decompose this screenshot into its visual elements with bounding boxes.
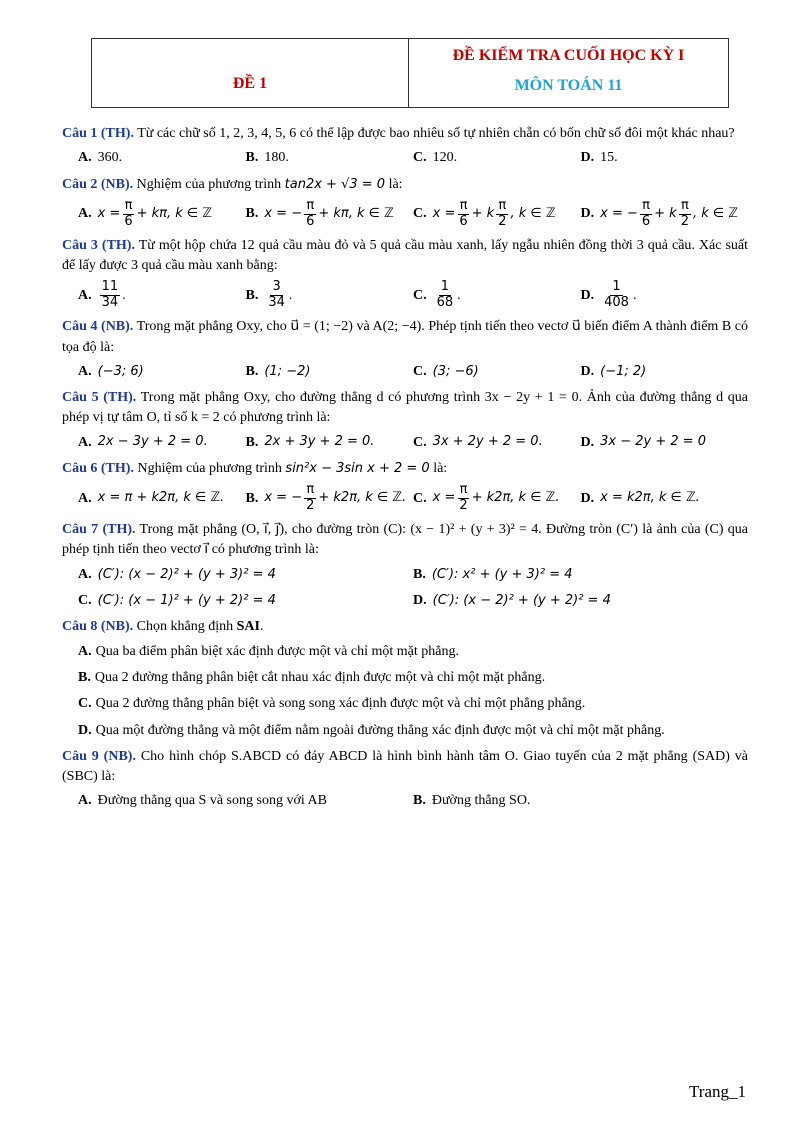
option-label: A. (78, 566, 92, 582)
option-label: B. (245, 434, 259, 450)
option-value: 15. (600, 150, 618, 166)
question-text: Từ một hộp chứa 12 quả cầu màu đỏ và 5 quả cầu màu xanh, lấy ngẫu nhiên đồng thời 3 quả cầu. Xác suất để lấy được 3 quả cầu màu xanh bằng: (62, 237, 749, 274)
option-pre: x = − (264, 490, 303, 506)
option-post: + k2π, k ∈ ℤ. (471, 490, 560, 506)
option-value: (−1; 2) (600, 363, 647, 379)
option-fraction (266, 280, 287, 311)
question-tail: là: (433, 461, 448, 477)
question-head: Câu 7 (TH). (62, 522, 136, 538)
question-text: Nghiệm của phương trình (137, 461, 282, 477)
question-text: Cho hình chóp S.ABCD có đáy ABCD là hình bình hành tâm O. Giao tuyến của 2 mặt phẳng (SAD) và (SBC) là: (62, 748, 749, 785)
question-text: Nghiệm của phương trình (136, 176, 282, 192)
question-head: Câu 4 (NB). (62, 319, 134, 335)
options (78, 280, 748, 311)
option-c[interactable]: C. $\frac{1}{68}$ . (413, 279, 461, 311)
option-value: Đường thẳng qua S và song song với AB (97, 793, 327, 809)
fraction-num: π (642, 197, 650, 213)
option-fraction-2 (496, 199, 508, 230)
options (78, 483, 748, 514)
question-text: Chọn khẳng định (136, 619, 234, 635)
fraction-den: 6 (459, 213, 468, 229)
statement-d[interactable] (78, 721, 748, 741)
question-9 (62, 747, 748, 812)
option-post: + k2π, k ∈ ℤ. (318, 490, 407, 506)
option-value: (C′): x² + (y + 3)² = 4 (431, 566, 573, 582)
fraction-num: π (124, 197, 133, 213)
page-number: Trang_1 (689, 1082, 746, 1101)
option-pre: x = (432, 490, 456, 506)
question-7 (62, 520, 748, 611)
options (78, 148, 748, 168)
question-head: Câu 3 (TH). (62, 237, 135, 253)
fraction-den: 6 (641, 213, 651, 229)
option-c[interactable] (78, 591, 413, 611)
question-text: Từ các chữ số 1, 2, 3, 4, 5, 6 có thể lập được bao nhiêu số tự nhiên chẵn có bốn chữ số đôi một khác nhau? (137, 126, 735, 141)
option-label: C. (78, 593, 92, 609)
option-post: , k ∈ ℤ (693, 205, 739, 221)
option-pre: x = (97, 205, 121, 221)
fraction-num: 3 (272, 279, 281, 295)
option-label: A. (78, 490, 92, 506)
question-text: Trong mặt phẳng Oxy, cho u⃗ = (1; −2) và A(2; −4). Phép tịnh tiến theo vectơ u⃗ biến điểm A thành điểm B có tọa độ là: (62, 319, 748, 355)
statement-b[interactable] (78, 668, 748, 688)
option-label: D. (580, 434, 595, 450)
option-label: D. (580, 363, 595, 379)
option-label: D. (580, 490, 595, 506)
option-c[interactable] (413, 199, 581, 230)
statement-text: Qua một đường thẳng và một điểm nằm ngoài đường thẳng xác định được một và chỉ một mặt phẳng. (95, 722, 665, 738)
option-b[interactable] (246, 199, 414, 230)
header-left-cell (92, 39, 409, 107)
question-head: Câu 5 (TH). (62, 390, 137, 406)
option-label: A. (78, 287, 92, 303)
statement-c[interactable] (78, 694, 748, 714)
option-d[interactable] (413, 591, 748, 611)
question-text-bold: SAI (236, 619, 260, 635)
option-fraction (304, 199, 316, 230)
option-label: D. (580, 206, 595, 222)
options (78, 565, 748, 585)
option-post: , k ∈ ℤ (510, 205, 556, 221)
option-label: D. (580, 150, 595, 166)
question-head: Câu 8 (NB). (62, 619, 134, 635)
question-tail: là: (388, 176, 403, 192)
fraction-den: 408 (604, 295, 629, 311)
option-label: B. (413, 793, 426, 809)
fraction-den: 68 (436, 295, 454, 311)
option-value: 180. (264, 150, 289, 166)
option-label: B. (413, 566, 426, 582)
option-a[interactable] (78, 362, 246, 382)
option-b[interactable] (246, 148, 414, 168)
exam-code: ĐỀ 1 (232, 74, 268, 92)
option-label: B. (245, 363, 259, 379)
option-label: D. (580, 287, 595, 303)
options (78, 433, 748, 453)
option-label: A. (78, 434, 92, 450)
option-c[interactable] (413, 148, 581, 168)
fraction-den: 34 (268, 295, 285, 311)
option-a[interactable] (78, 148, 246, 168)
question-equation: sin²x − 3sin x + 2 = 0 (285, 461, 430, 477)
option-a[interactable] (78, 199, 246, 230)
option-value: 120. (432, 150, 458, 166)
fraction-num: π (459, 197, 468, 213)
option-label: C. (413, 490, 427, 506)
option-pre: x = − (600, 205, 638, 221)
question-equation: tan2x + √3 = 0 (284, 176, 386, 192)
fraction-num: 11 (101, 279, 119, 295)
option-fraction (435, 280, 456, 311)
option-label: A. (78, 150, 92, 166)
option-label: B. (245, 287, 259, 303)
statement-a[interactable] (78, 642, 748, 662)
option-a[interactable] (78, 791, 413, 811)
fraction-num: π (498, 197, 507, 213)
fraction-den: 6 (306, 213, 315, 229)
option-b[interactable] (413, 565, 748, 585)
question-8 (62, 617, 748, 740)
option-b[interactable] (246, 362, 414, 382)
option-c[interactable] (413, 433, 581, 453)
option-label: C. (413, 206, 427, 222)
statement-text: Qua 2 đường thẳng phân biệt và song song xác định được một và chỉ một phẳng phẳng. (95, 696, 586, 712)
option-a[interactable] (78, 565, 413, 585)
option-a[interactable] (78, 483, 246, 514)
options (78, 362, 748, 382)
question-head: Câu 9 (NB). (62, 748, 136, 764)
statement-label: D. (78, 722, 92, 738)
question-6 (62, 459, 748, 514)
option-fraction (457, 199, 469, 230)
statement-label: A. (78, 643, 92, 659)
fraction-num: 1 (612, 279, 621, 295)
option-value: 360. (97, 150, 123, 166)
question-5 (62, 388, 748, 453)
option-fraction (100, 280, 121, 311)
fraction-den: 2 (680, 213, 689, 229)
fraction-den: 2 (306, 498, 315, 514)
options (78, 591, 748, 611)
option-a[interactable] (78, 433, 246, 453)
exam-header-table (91, 38, 729, 108)
option-value: (C′): (x − 2)² + (y + 2)² = 4 (432, 592, 611, 608)
option-post: + kπ, k ∈ ℤ (136, 205, 213, 221)
fraction-num: 1 (440, 279, 450, 295)
option-fraction (457, 483, 469, 514)
exam-title: ĐỀ KIỂM TRA CUỐI HỌC KỲ I (452, 47, 685, 65)
statement-text: Qua 2 đường thẳng phân biệt cắt nhau xác định được một và chỉ một mặt phẳng. (94, 669, 546, 685)
option-pre: x = (432, 205, 456, 221)
option-pre: x = π + k2π, k ∈ ℤ. (97, 490, 225, 506)
option-c[interactable] (413, 483, 581, 514)
option-b[interactable] (246, 483, 414, 514)
option-value: Đường thẳng SO. (431, 793, 531, 809)
fraction-den: 6 (124, 213, 133, 229)
option-value: (3; −6) (432, 363, 479, 379)
option-a[interactable]: A. $\frac{11}{34}$ . (78, 279, 126, 311)
option-value: 3x − 2y + 2 = 0 (600, 434, 707, 450)
fraction-den: 34 (101, 295, 119, 311)
option-label: C. (413, 287, 427, 303)
option-b[interactable]: B. $\frac{3}{34}$ . (245, 279, 293, 311)
option-mid: + k (471, 205, 495, 221)
option-value: (−3; 6) (97, 363, 144, 379)
statement-text: Qua ba điểm phân biệt xác định được một và chỉ một mặt phẳng. (95, 643, 459, 659)
option-label: C. (413, 434, 427, 450)
option-d[interactable] (581, 148, 749, 168)
option-value: (C′): (x − 2)² + (y + 3)² = 4 (97, 566, 276, 582)
option-value: 2x − 3y + 2 = 0. (97, 434, 208, 450)
option-fraction (122, 199, 134, 230)
option-label: C. (413, 150, 427, 166)
exam-subject: MÔN TOÁN 11 (514, 77, 623, 95)
option-b[interactable] (246, 433, 414, 453)
option-d[interactable] (581, 483, 749, 514)
options (78, 791, 748, 811)
option-post: + kπ, k ∈ ℤ (318, 205, 394, 221)
fraction-den: 2 (498, 213, 507, 229)
question-4 (62, 317, 748, 382)
question-2 (62, 175, 748, 230)
option-d[interactable]: D. $\frac{1}{408}$ . (580, 279, 637, 311)
option-label: A. (78, 363, 92, 379)
questions-list (62, 124, 748, 818)
fraction-num: π (459, 482, 468, 498)
option-pre: x = k2π, k ∈ ℤ. (600, 490, 700, 506)
question-head: Câu 6 (TH). (62, 461, 134, 477)
question-head: Câu 2 (NB). (62, 176, 134, 192)
question-text: Trong mặt phẳng Oxy, cho đường thẳng d có phương trình 3x − 2y + 1 = 0. Ảnh của đường thẳng d qua phép vị tự tâm O, tỉ số k = 2 có phương trình là: (62, 390, 749, 426)
option-fraction (304, 483, 316, 514)
option-label: B. (245, 150, 259, 166)
option-mid: + k (654, 205, 677, 221)
option-label: A. (78, 793, 92, 809)
question-3 (62, 236, 748, 311)
option-pre: x = − (264, 205, 303, 221)
statement-label: C. (78, 696, 92, 712)
question-text: Trong mặt phẳng (O, i⃗, j⃗), cho đường tròn (C): (x − 1)² + (y + 3)² = 4. Đường tròn (C′) là ảnh của (C) qua phép tịnh tiến theo vectơ i⃗ có phương trình là: (62, 522, 748, 558)
option-label: C. (413, 363, 427, 379)
options (78, 199, 748, 230)
option-value: 2x + 3y + 2 = 0. (264, 434, 375, 450)
question-1 (62, 124, 748, 169)
option-d[interactable] (581, 199, 749, 230)
option-value: (C′): (x − 1)² + (y + 2)² = 4 (97, 592, 276, 608)
option-value: 3x + 2y + 2 = 0. (432, 434, 543, 450)
option-label: B. (245, 206, 259, 222)
header-right-cell (409, 39, 728, 107)
option-c[interactable] (413, 362, 581, 382)
option-b[interactable] (413, 791, 748, 811)
option-label: A. (78, 206, 92, 222)
option-fraction (602, 280, 631, 311)
option-d[interactable] (581, 433, 749, 453)
question-head: Câu 1 (TH). (62, 126, 134, 141)
fraction-num: π (680, 197, 689, 213)
question-text-end: . (259, 619, 264, 635)
option-fraction (640, 199, 652, 230)
option-d[interactable] (581, 362, 749, 382)
option-label: B. (245, 490, 259, 506)
statement-label: B. (78, 669, 91, 685)
option-label: D. (413, 593, 427, 609)
option-value: (1; −2) (264, 363, 311, 379)
fraction-den: 2 (459, 498, 468, 514)
fraction-num: π (306, 482, 315, 498)
fraction-num: π (306, 197, 315, 213)
option-fraction-2 (679, 199, 691, 230)
